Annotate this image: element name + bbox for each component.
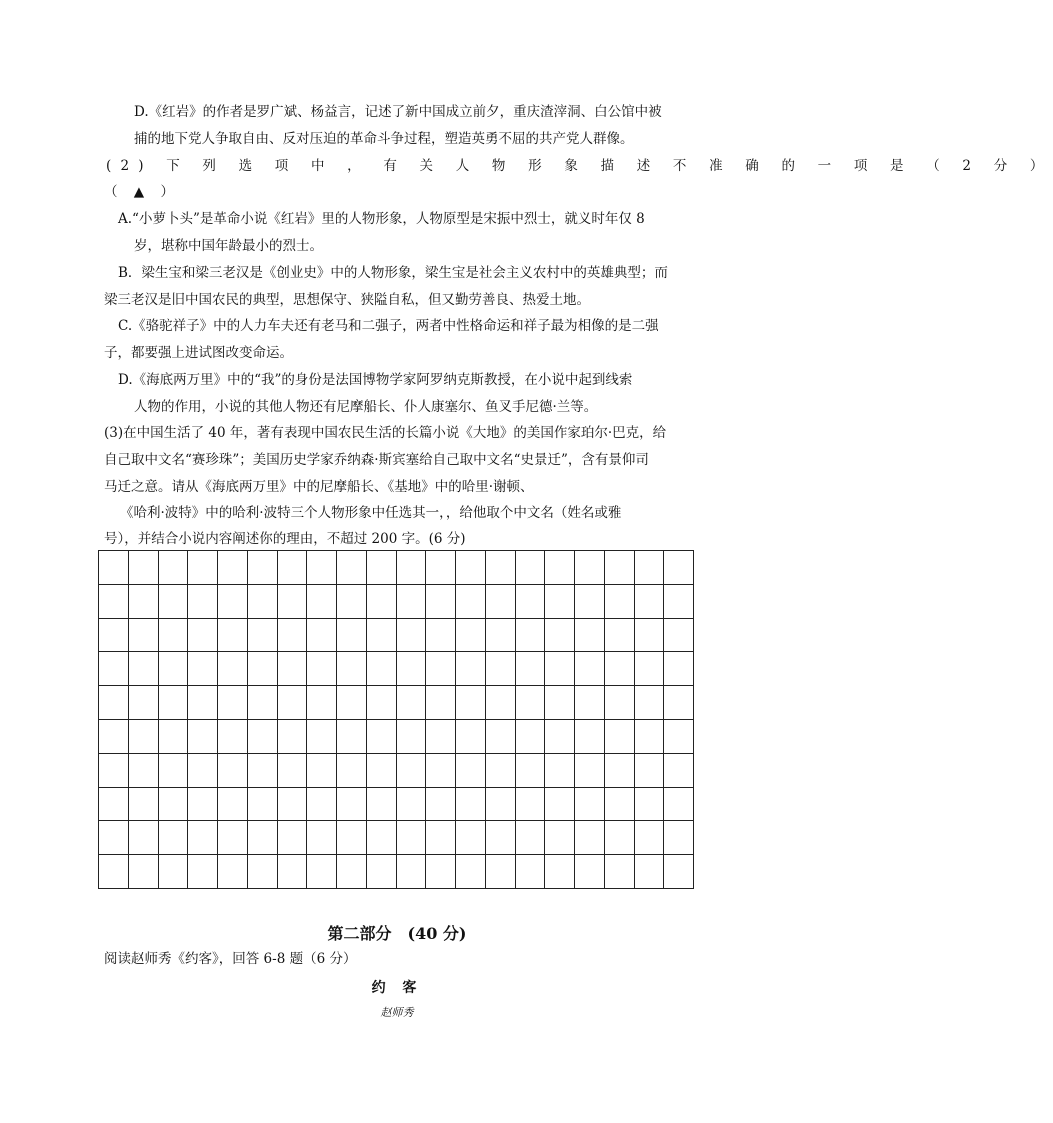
- grid-cell[interactable]: [397, 551, 427, 585]
- grid-cell[interactable]: [516, 551, 546, 585]
- grid-cell[interactable]: [278, 619, 308, 653]
- grid-cell[interactable]: [635, 686, 665, 720]
- grid-cell[interactable]: [337, 585, 367, 619]
- grid-cell[interactable]: [248, 754, 278, 788]
- grid-cell[interactable]: [575, 652, 605, 686]
- grid-cell[interactable]: [456, 855, 486, 889]
- grid-cell[interactable]: [129, 754, 159, 788]
- grid-cell[interactable]: [278, 585, 308, 619]
- grid-cell[interactable]: [545, 619, 575, 653]
- option-d-hongyan-line1: D.《红岩》的作者是罗广斌、杨益言，记述了新中国成立前夕，重庆渣滓洞、白公馆中被: [134, 104, 662, 120]
- grid-cell[interactable]: [159, 855, 189, 889]
- grid-cell[interactable]: [605, 619, 635, 653]
- grid-cell[interactable]: [664, 754, 694, 788]
- grid-cell[interactable]: [575, 720, 605, 754]
- question-3-line2: 自己取中文名“赛珍珠”；美国历史学家乔纳森·斯宾塞给自己取中文名“史景迁”，含有景仰司: [104, 452, 649, 468]
- grid-cell[interactable]: [545, 551, 575, 585]
- grid-cell[interactable]: [337, 855, 367, 889]
- grid-cell[interactable]: [575, 585, 605, 619]
- option-d-line2: 人物的作用，小说的其他人物还有尼摩船长、仆人康塞尔、鱼叉手尼德·兰等。: [134, 399, 598, 415]
- grid-cell[interactable]: [635, 551, 665, 585]
- grid-cell[interactable]: [218, 788, 248, 822]
- grid-cell[interactable]: [248, 821, 278, 855]
- grid-cell[interactable]: [99, 788, 129, 822]
- grid-cell[interactable]: [426, 585, 456, 619]
- option-b-line1: B．梁生宝和梁三老汉是《创业史》中的人物形象，梁生宝是社会主义农村中的英雄典型；而: [118, 265, 668, 281]
- grid-cell[interactable]: [456, 754, 486, 788]
- grid-cell[interactable]: [486, 619, 516, 653]
- grid-cell[interactable]: [635, 788, 665, 822]
- grid-cell[interactable]: [188, 754, 218, 788]
- grid-cell[interactable]: [99, 585, 129, 619]
- grid-cell[interactable]: [278, 855, 308, 889]
- grid-cell[interactable]: [188, 788, 218, 822]
- poem-title: 约 客: [371, 980, 423, 996]
- grid-cell[interactable]: [426, 855, 456, 889]
- grid-cell[interactable]: [605, 686, 635, 720]
- option-b-line2: 梁三老汉是旧中国农民的典型，思想保守、狭隘自私，但又勤劳善良、热爱土地。: [104, 292, 590, 308]
- grid-cell[interactable]: [129, 788, 159, 822]
- poem-author: 赵师秀: [380, 1006, 414, 1019]
- grid-cell[interactable]: [129, 855, 159, 889]
- grid-cell[interactable]: [426, 652, 456, 686]
- grid-cell[interactable]: [99, 720, 129, 754]
- grid-cell[interactable]: [218, 585, 248, 619]
- grid-cell[interactable]: [248, 551, 278, 585]
- grid-cell[interactable]: [397, 821, 427, 855]
- grid-cell[interactable]: [248, 619, 278, 653]
- grid-cell[interactable]: [307, 619, 337, 653]
- grid-cell[interactable]: [545, 720, 575, 754]
- grid-cell[interactable]: [367, 788, 397, 822]
- option-a-line2: 岁，堪称中国年龄最小的烈士。: [134, 238, 323, 254]
- question-3-line3: 马迁之意。请从《海底两万里》中的尼摩船长、《基地》中的哈里·谢顿、: [104, 479, 534, 495]
- grid-cell[interactable]: [664, 686, 694, 720]
- option-c-line1: C.《骆驼祥子》中的人力车夫还有老马和二强子，两者中性格命运和祥子最为相像的是二强: [118, 318, 659, 334]
- grid-cell[interactable]: [307, 821, 337, 855]
- grid-cell[interactable]: [218, 821, 248, 855]
- grid-cell[interactable]: [456, 551, 486, 585]
- grid-cell[interactable]: [426, 788, 456, 822]
- grid-cell[interactable]: [337, 619, 367, 653]
- grid-cell[interactable]: [397, 585, 427, 619]
- grid-cell[interactable]: [575, 788, 605, 822]
- grid-cell[interactable]: [397, 855, 427, 889]
- grid-cell[interactable]: [159, 788, 189, 822]
- grid-cell[interactable]: [248, 720, 278, 754]
- grid-cell[interactable]: [218, 652, 248, 686]
- grid-cell[interactable]: [337, 686, 367, 720]
- grid-cell[interactable]: [545, 855, 575, 889]
- grid-cell[interactable]: [188, 855, 218, 889]
- grid-cell[interactable]: [129, 821, 159, 855]
- grid-cell[interactable]: [516, 585, 546, 619]
- grid-cell[interactable]: [307, 720, 337, 754]
- grid-cell[interactable]: [337, 652, 367, 686]
- grid-cell[interactable]: [635, 855, 665, 889]
- option-a-line1: A.“小萝卜头”是革命小说《红岩》里的人物形象，人物原型是宋振中烈士，就义时年仅 8: [118, 211, 645, 227]
- grid-cell[interactable]: [307, 855, 337, 889]
- answer-writing-grid[interactable]: [98, 550, 694, 889]
- grid-cell[interactable]: [516, 788, 546, 822]
- grid-cell[interactable]: [605, 720, 635, 754]
- grid-cell[interactable]: [664, 652, 694, 686]
- grid-cell[interactable]: [159, 720, 189, 754]
- grid-cell[interactable]: [426, 551, 456, 585]
- grid-cell[interactable]: [635, 619, 665, 653]
- grid-cell[interactable]: [486, 855, 516, 889]
- grid-cell[interactable]: [159, 585, 189, 619]
- grid-cell[interactable]: [516, 619, 546, 653]
- grid-cell[interactable]: [99, 619, 129, 653]
- grid-cell[interactable]: [486, 585, 516, 619]
- grid-cell[interactable]: [635, 720, 665, 754]
- grid-cell[interactable]: [367, 754, 397, 788]
- grid-cell[interactable]: [456, 720, 486, 754]
- grid-cell[interactable]: [367, 619, 397, 653]
- grid-cell[interactable]: [99, 821, 129, 855]
- grid-cell[interactable]: [635, 754, 665, 788]
- grid-cell[interactable]: [575, 855, 605, 889]
- grid-cell[interactable]: [307, 686, 337, 720]
- grid-cell[interactable]: [218, 855, 248, 889]
- grid-cell[interactable]: [129, 619, 159, 653]
- grid-cell[interactable]: [248, 585, 278, 619]
- grid-cell[interactable]: [456, 686, 486, 720]
- grid-cell[interactable]: [516, 652, 546, 686]
- grid-cell[interactable]: [516, 686, 546, 720]
- grid-cell[interactable]: [486, 821, 516, 855]
- grid-cell[interactable]: [545, 788, 575, 822]
- grid-cell[interactable]: [248, 788, 278, 822]
- grid-cell[interactable]: [605, 585, 635, 619]
- grid-cell[interactable]: [307, 652, 337, 686]
- grid-cell[interactable]: [486, 720, 516, 754]
- grid-cell[interactable]: [337, 821, 367, 855]
- grid-cell[interactable]: [188, 686, 218, 720]
- grid-cell[interactable]: [218, 686, 248, 720]
- grid-cell[interactable]: [486, 754, 516, 788]
- grid-cell[interactable]: [605, 855, 635, 889]
- grid-cell[interactable]: [456, 652, 486, 686]
- grid-cell[interactable]: [664, 619, 694, 653]
- option-c-line2: 子，都要强上进试图改变命运。: [104, 345, 293, 361]
- grid-cell[interactable]: [367, 551, 397, 585]
- grid-cell[interactable]: [367, 585, 397, 619]
- grid-cell[interactable]: [635, 821, 665, 855]
- reading-instruction: 阅读赵师秀《约客》，回答 6-8 题（6 分）: [104, 951, 357, 967]
- grid-cell[interactable]: [456, 619, 486, 653]
- grid-cell[interactable]: [307, 754, 337, 788]
- grid-cell[interactable]: [248, 652, 278, 686]
- grid-cell[interactable]: [248, 686, 278, 720]
- grid-cell[interactable]: [605, 754, 635, 788]
- grid-cell[interactable]: [575, 551, 605, 585]
- grid-cell[interactable]: [278, 821, 308, 855]
- grid-cell[interactable]: [545, 821, 575, 855]
- grid-cell[interactable]: [575, 619, 605, 653]
- grid-cell[interactable]: [486, 551, 516, 585]
- grid-cell[interactable]: [218, 619, 248, 653]
- grid-cell[interactable]: [129, 585, 159, 619]
- grid-cell[interactable]: [605, 788, 635, 822]
- grid-cell[interactable]: [188, 619, 218, 653]
- grid-cell[interactable]: [188, 652, 218, 686]
- grid-cell[interactable]: [664, 855, 694, 889]
- grid-cell[interactable]: [426, 754, 456, 788]
- grid-cell[interactable]: [188, 585, 218, 619]
- grid-cell[interactable]: [99, 686, 129, 720]
- grid-cell[interactable]: [159, 619, 189, 653]
- grid-cell[interactable]: [188, 551, 218, 585]
- grid-cell[interactable]: [605, 821, 635, 855]
- grid-cell[interactable]: [278, 686, 308, 720]
- grid-cell[interactable]: [159, 652, 189, 686]
- grid-cell[interactable]: [129, 652, 159, 686]
- grid-cell[interactable]: [337, 551, 367, 585]
- grid-cell[interactable]: [545, 686, 575, 720]
- grid-cell[interactable]: [278, 754, 308, 788]
- grid-cell[interactable]: [367, 720, 397, 754]
- grid-cell[interactable]: [218, 720, 248, 754]
- grid-cell[interactable]: [337, 754, 367, 788]
- grid-cell[interactable]: [575, 754, 605, 788]
- grid-cell[interactable]: [397, 720, 427, 754]
- grid-cell[interactable]: [545, 754, 575, 788]
- grid-cell[interactable]: [575, 686, 605, 720]
- grid-cell[interactable]: [159, 551, 189, 585]
- grid-cell[interactable]: [516, 754, 546, 788]
- grid-cell[interactable]: [278, 788, 308, 822]
- grid-cell[interactable]: [159, 754, 189, 788]
- grid-cell[interactable]: [486, 652, 516, 686]
- grid-cell[interactable]: [337, 788, 367, 822]
- grid-cell[interactable]: [605, 652, 635, 686]
- grid-cell[interactable]: [159, 686, 189, 720]
- option-d-hongyan-line2: 捕的地下党人争取自由、反对压迫的革命斗争过程，塑造英勇不屈的共产党人群像。: [134, 131, 634, 147]
- grid-cell[interactable]: [99, 652, 129, 686]
- grid-cell[interactable]: [307, 585, 337, 619]
- option-d-line1: D.《海底两万里》中的“我”的身份是法国博物学家阿罗纳克斯教授，在小说中起到线索: [118, 372, 633, 388]
- grid-cell[interactable]: [99, 754, 129, 788]
- grid-cell[interactable]: [367, 855, 397, 889]
- grid-cell[interactable]: [664, 720, 694, 754]
- grid-cell[interactable]: [426, 619, 456, 653]
- grid-cell[interactable]: [397, 652, 427, 686]
- grid-cell[interactable]: [516, 720, 546, 754]
- grid-cell[interactable]: [545, 585, 575, 619]
- grid-cell[interactable]: [397, 619, 427, 653]
- grid-cell[interactable]: [278, 652, 308, 686]
- grid-cell[interactable]: [188, 720, 218, 754]
- grid-cell[interactable]: [129, 686, 159, 720]
- part-two-heading: 第二部分 (40 分): [327, 924, 467, 943]
- grid-cell[interactable]: [99, 855, 129, 889]
- grid-cell[interactable]: [248, 855, 278, 889]
- grid-cell[interactable]: [516, 855, 546, 889]
- grid-cell[interactable]: [664, 788, 694, 822]
- grid-cell[interactable]: [307, 788, 337, 822]
- grid-cell[interactable]: [664, 821, 694, 855]
- question-2-stem: (2) 下 列 选 项 中 ， 有 关 人 物 形 象 描 述 不 准 确 的 一 项 是 （ 2 分 ）: [106, 158, 1053, 174]
- grid-cell[interactable]: [218, 754, 248, 788]
- grid-cell[interactable]: [307, 551, 337, 585]
- grid-cell[interactable]: [129, 720, 159, 754]
- grid-cell[interactable]: [159, 821, 189, 855]
- grid-cell[interactable]: [635, 585, 665, 619]
- question-3-line1: (3)在中国生活了 40 年，著有表现中国农民生活的长篇小说《大地》的美国作家珀尔·巴克，给: [104, 425, 667, 441]
- grid-cell[interactable]: [129, 551, 159, 585]
- question-3-line4: 《哈利·波特》中的哈利·波特三个人物形象中任选其一，，给他取个中文名（姓名或雅: [120, 505, 622, 521]
- grid-cell[interactable]: [426, 720, 456, 754]
- grid-cell[interactable]: [605, 551, 635, 585]
- grid-cell[interactable]: [545, 652, 575, 686]
- grid-cell[interactable]: [635, 652, 665, 686]
- answer-placeholder: （ ▲ ）: [104, 184, 180, 200]
- grid-cell[interactable]: [486, 788, 516, 822]
- grid-cell[interactable]: [575, 821, 605, 855]
- grid-cell[interactable]: [188, 821, 218, 855]
- question-3-line5: 号），并结合小说内容阐述你的理由，不超过 200 字。(6 分): [104, 531, 466, 547]
- grid-cell[interactable]: [99, 551, 129, 585]
- grid-cell[interactable]: [456, 821, 486, 855]
- grid-cell[interactable]: [426, 821, 456, 855]
- grid-cell[interactable]: [664, 585, 694, 619]
- grid-cell[interactable]: [367, 652, 397, 686]
- grid-cell[interactable]: [664, 551, 694, 585]
- grid-cell[interactable]: [278, 551, 308, 585]
- grid-cell[interactable]: [516, 821, 546, 855]
- grid-cell[interactable]: [456, 585, 486, 619]
- grid-cell[interactable]: [337, 720, 367, 754]
- grid-cell[interactable]: [456, 788, 486, 822]
- grid-cell[interactable]: [367, 686, 397, 720]
- grid-cell[interactable]: [426, 686, 456, 720]
- grid-cell[interactable]: [397, 788, 427, 822]
- grid-cell[interactable]: [397, 754, 427, 788]
- grid-cell[interactable]: [486, 686, 516, 720]
- grid-cell[interactable]: [278, 720, 308, 754]
- grid-cell[interactable]: [367, 821, 397, 855]
- grid-cell[interactable]: [397, 686, 427, 720]
- grid-cell[interactable]: [218, 551, 248, 585]
